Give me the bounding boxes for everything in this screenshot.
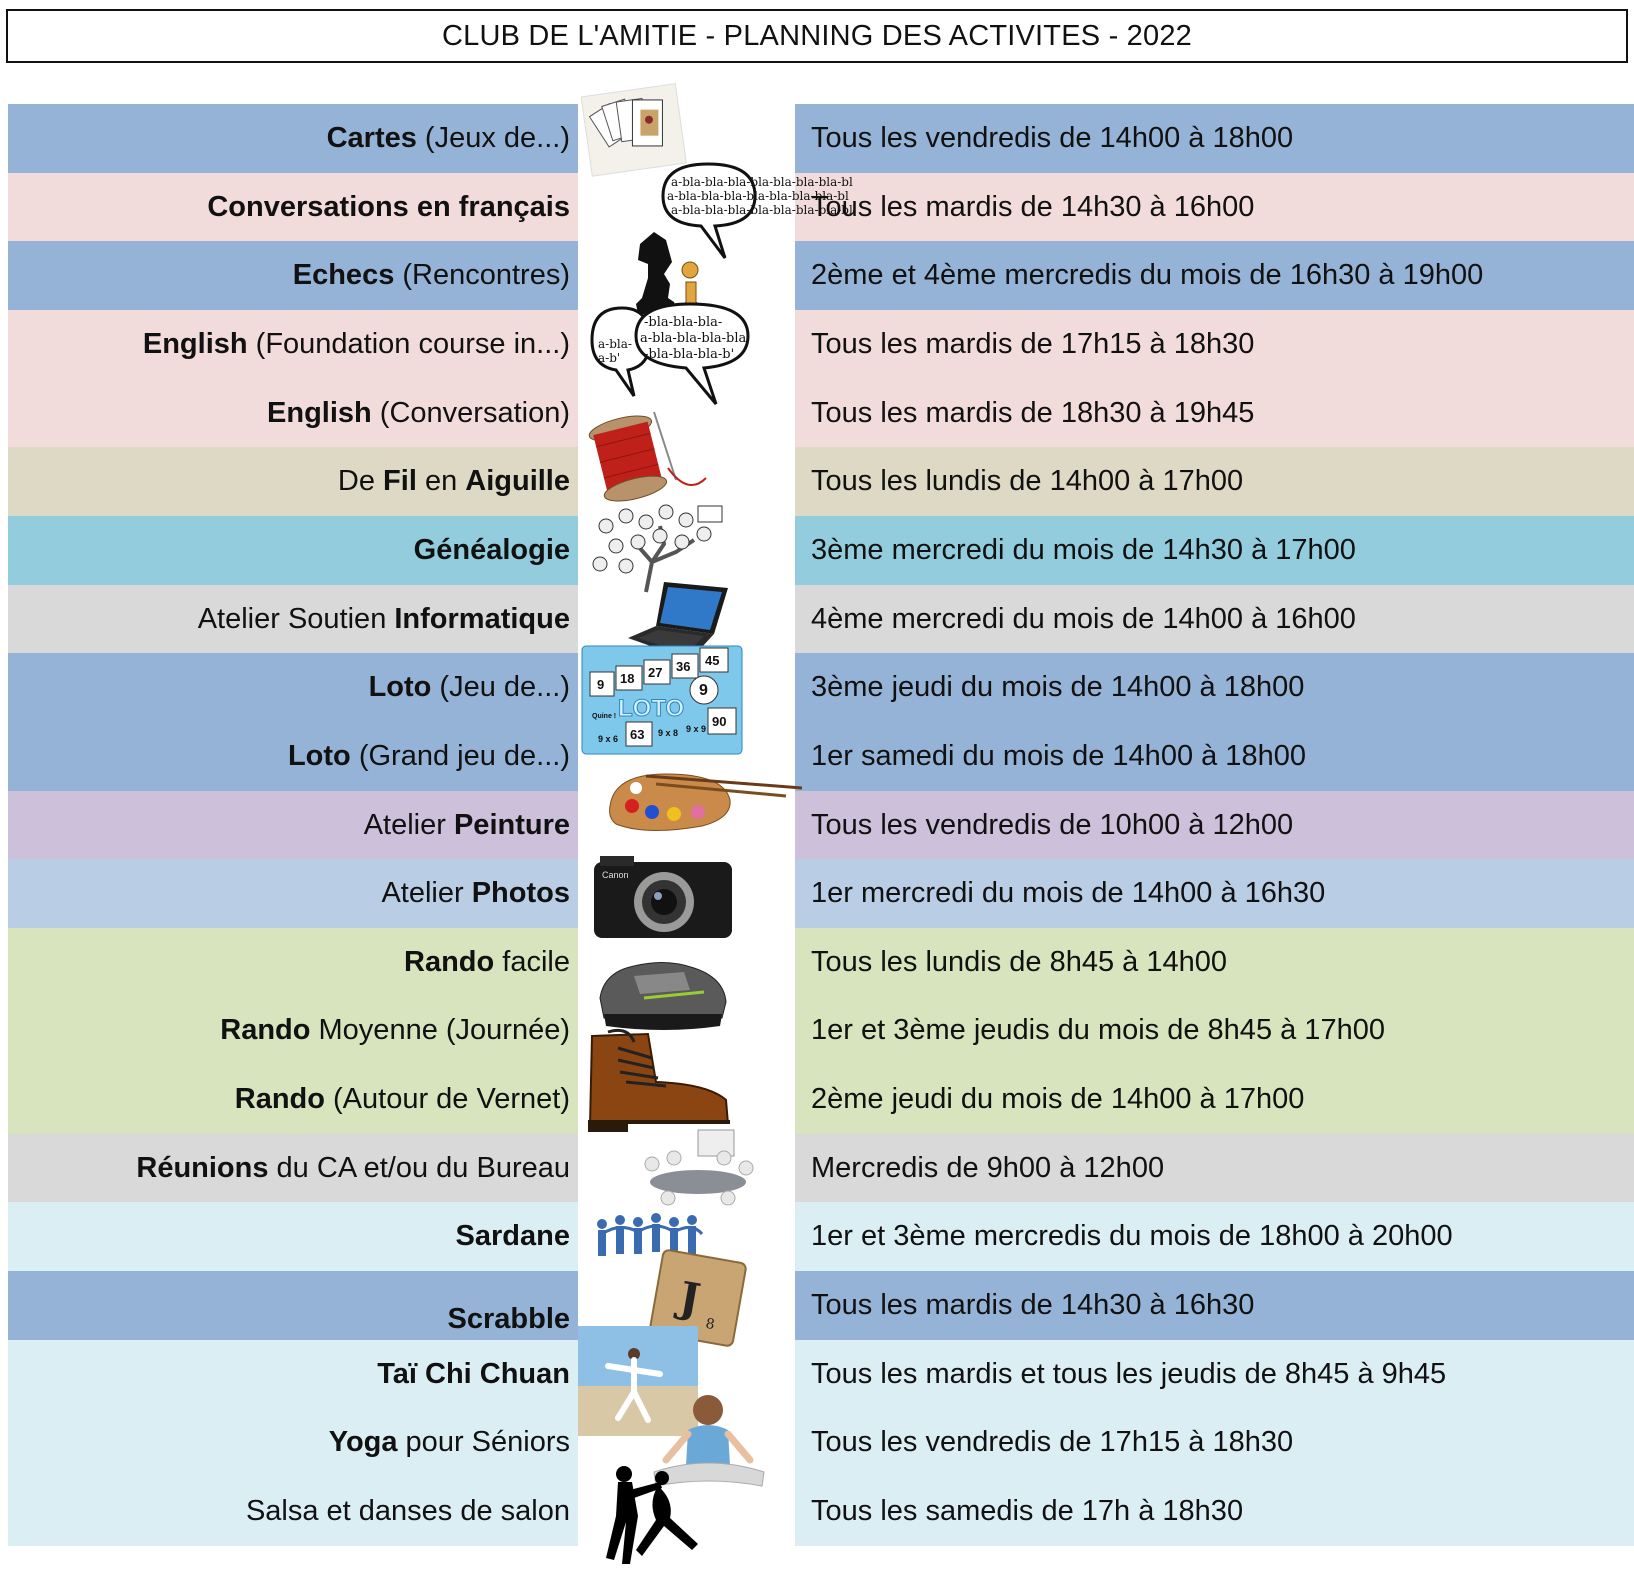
activity-name — [8, 447, 578, 516]
activity-row — [8, 859, 1634, 928]
activity-name — [8, 173, 578, 242]
svg-text:90: 90 — [712, 714, 727, 729]
activity-name — [8, 996, 578, 1065]
activity-name-text: Moyenne (Journée) — [310, 1014, 570, 1047]
activity-schedule: 1er samedi du mois de 14h00 à 18h00 — [795, 722, 1634, 791]
activity-name-bold: Peinture — [453, 808, 570, 841]
activity-name-text: Atelier Soutien — [197, 602, 395, 635]
activity-schedule: 4ème mercredi du mois de 14h00 à 16h00 — [795, 585, 1634, 654]
svg-text:a-b': a-b' — [598, 351, 621, 365]
activity-schedule: Tous les mardis de 14h30 à 16h00 — [795, 173, 1634, 242]
svg-text:63: 63 — [630, 727, 645, 742]
activity-name-bold: Echecs — [292, 259, 395, 292]
activity-name — [8, 928, 578, 997]
activity-schedule: 3ème jeudi du mois de 14h00 à 18h00 — [795, 653, 1634, 722]
activity-name-text: Salsa et danses de salon — [245, 1495, 570, 1527]
activity-name — [8, 722, 578, 791]
svg-text:9 x 8: 9 x 8 — [658, 728, 679, 738]
activity-schedule: 2ème et 4ème mercredis du mois de 16h30 à 19h00 — [795, 241, 1634, 310]
svg-text:45: 45 — [705, 653, 720, 668]
activity-name-text: (Rencontres) — [394, 259, 570, 292]
activity-schedule: Tous les samedis de 17h à 18h30 — [795, 1477, 1634, 1546]
illustration-column — [578, 78, 853, 1574]
activity-row — [8, 104, 1634, 173]
svg-text:a-bla-bla-bla-bla-bla-bla-bla-: a-bla-bla-bla-bla-bla-bla-bla-bl — [667, 189, 849, 203]
svg-text:18: 18 — [620, 671, 635, 686]
activity-row — [8, 996, 1634, 1065]
thread-spool-icon — [584, 408, 714, 508]
activity-schedule: Tous les mardis de 18h30 à 19h45 — [795, 379, 1634, 448]
activity-name-bold: Photos — [471, 877, 570, 910]
activity-name-text: (Foundation course in...) — [247, 327, 570, 360]
activity-name-text: (Jeux de...) — [416, 122, 570, 154]
activity-schedule: Tous les lundis de 8h45 à 14h00 — [795, 928, 1634, 997]
activity-row — [8, 1340, 1634, 1409]
camera-icon — [584, 844, 744, 954]
svg-text:-bla-bla-bla-: -bla-bla-bla- — [644, 315, 723, 330]
svg-text:36: 36 — [676, 659, 691, 674]
activity-name — [8, 379, 578, 448]
activity-schedule: 1er et 3ème mercredis du mois de 18h00 à 20h00 — [795, 1202, 1634, 1271]
activity-name-bold: Sardane — [455, 1220, 570, 1253]
page-title: CLUB DE L'AMITIE - PLANNING DES ACTIVITES - 2022 — [6, 9, 1628, 63]
activity-name-bold: Généalogie — [413, 533, 570, 566]
activity-name-bold: Yoga — [328, 1426, 398, 1459]
activity-name — [8, 585, 578, 654]
activity-name-text: du CA et/ou du Bureau — [268, 1151, 570, 1184]
activity-row — [8, 1271, 1634, 1340]
activity-name-text: (Conversation) — [371, 396, 570, 429]
svg-text:a-bla-bla-bla-bla-bla-bla-bla-: a-bla-bla-bla-bla-bla-bla-bla-bl — [671, 175, 853, 189]
activity-name — [8, 516, 578, 585]
svg-text:Quine !: Quine ! — [592, 713, 617, 720]
sneaker-icon — [594, 948, 734, 1038]
activity-row — [8, 379, 1634, 448]
activity-row — [8, 722, 1634, 791]
activity-name-bold: Scrabble — [447, 1303, 570, 1336]
activity-name — [8, 1408, 578, 1477]
svg-text:-bla-bla-bla-b': -bla-bla-bla-b' — [644, 347, 735, 362]
activity-name — [8, 1134, 578, 1203]
activity-name-bold: Cartes — [326, 122, 417, 154]
activity-name — [8, 1477, 578, 1546]
activity-name-bold: Loto — [287, 739, 351, 772]
activity-name-bold: Fil — [383, 465, 417, 498]
activity-schedule: 1er et 3ème jeudis du mois de 8h45 à 17h00 — [795, 996, 1634, 1065]
activity-row — [8, 1408, 1634, 1477]
activity-name — [8, 310, 578, 379]
activity-name-bold: English — [267, 396, 372, 429]
activity-row — [8, 1477, 1634, 1546]
svg-text:9 x 9: 9 x 9 — [686, 724, 707, 734]
salsa-dancers-icon — [578, 1460, 708, 1570]
activity-row — [8, 1202, 1634, 1271]
svg-text:LOTO: LOTO — [618, 695, 685, 722]
activity-name — [8, 241, 578, 310]
activity-row — [8, 653, 1634, 722]
activity-name-text: (Jeu de...) — [431, 671, 570, 704]
svg-text:27: 27 — [648, 665, 663, 680]
activity-name-text: Atelier — [363, 808, 454, 841]
activity-schedule: Tous les vendredis de 10h00 à 12h00 — [795, 791, 1634, 860]
activity-row — [8, 585, 1634, 654]
activity-name-bold: Rando — [220, 1014, 311, 1047]
activity-name-bold: Rando — [404, 945, 495, 978]
activity-name-bold: Aiguille — [465, 465, 570, 498]
svg-text:Canon: Canon — [602, 870, 629, 880]
activity-name-bold: Taï Chi Chuan — [377, 1357, 570, 1390]
svg-text:8: 8 — [704, 1315, 716, 1334]
speech-bubbles-icon — [588, 300, 768, 420]
svg-text:a-bla-bla-bla-bla-bla-bla-bla-: a-bla-bla-bla-bla-bla-bla-bla-bl — [671, 203, 853, 217]
activity-row — [8, 447, 1634, 516]
activity-name-bold: Réunions — [136, 1151, 269, 1184]
activity-schedule: 1er mercredi du mois de 14h00 à 16h30 — [795, 859, 1634, 928]
activity-row — [8, 928, 1634, 997]
activity-name-bold: Loto — [368, 671, 432, 704]
activity-name — [8, 859, 578, 928]
activity-name — [8, 1202, 578, 1271]
activity-schedule: 2ème jeudi du mois de 14h00 à 17h00 — [795, 1065, 1634, 1134]
meeting-table-icon — [628, 1124, 778, 1219]
activity-schedule: Tous les lundis de 14h00 à 17h00 — [795, 447, 1634, 516]
activity-schedule: Tous les mardis de 14h30 à 16h30 — [795, 1271, 1634, 1340]
activity-name-text: (Grand jeu de...) — [350, 739, 570, 772]
activity-name-text: facile — [494, 945, 570, 978]
activity-schedule: Tous les mardis et tous les jeudis de 8h45 à 9h45 — [795, 1340, 1634, 1409]
activity-name-bold: Informatique — [394, 602, 570, 635]
activity-name — [8, 104, 578, 173]
activity-name-text: pour Séniors — [397, 1426, 570, 1459]
activity-schedule: 3ème mercredi du mois de 14h30 à 17h00 — [795, 516, 1634, 585]
activity-row — [8, 516, 1634, 585]
activity-name — [8, 653, 578, 722]
activity-row — [8, 241, 1634, 310]
activity-name-text: (Autour de Vernet) — [324, 1083, 570, 1116]
activity-schedule: Tous les vendredis de 14h00 à 18h00 — [795, 104, 1634, 173]
loto-card-icon — [578, 638, 748, 758]
activity-schedule: Tous les vendredis de 17h15 à 18h30 — [795, 1408, 1634, 1477]
hiking-boot-icon — [578, 1028, 738, 1138]
activity-name-bold: Rando — [234, 1083, 325, 1116]
activity-name-bold: English — [142, 327, 248, 360]
activity-name — [8, 1065, 578, 1134]
svg-text:a-bla-: a-bla- — [598, 337, 632, 351]
svg-text:9: 9 — [597, 677, 605, 692]
svg-text:9: 9 — [699, 682, 708, 699]
activity-name — [8, 791, 578, 860]
activity-schedule: Mercredis de 9h00 à 12h00 — [795, 1134, 1634, 1203]
activity-name-text: Atelier — [381, 877, 472, 910]
activity-name-text: en — [416, 465, 466, 498]
svg-text:9 x 6: 9 x 6 — [598, 734, 619, 744]
activity-name-bold: Conversations en français — [207, 190, 570, 223]
activity-row — [8, 1065, 1634, 1134]
paint-palette-icon — [606, 766, 806, 836]
activity-row — [8, 310, 1634, 379]
svg-text:a-bla-bla-bla-bla: a-bla-bla-bla-bla — [640, 331, 747, 346]
svg-text:J: J — [675, 1272, 704, 1324]
activity-schedule: Tous les mardis de 17h15 à 18h30 — [795, 310, 1634, 379]
activity-name-text: De — [337, 465, 384, 498]
activity-row — [8, 1134, 1634, 1203]
activity-name — [8, 1340, 578, 1409]
activity-name — [8, 1271, 578, 1340]
activity-row — [8, 791, 1634, 860]
